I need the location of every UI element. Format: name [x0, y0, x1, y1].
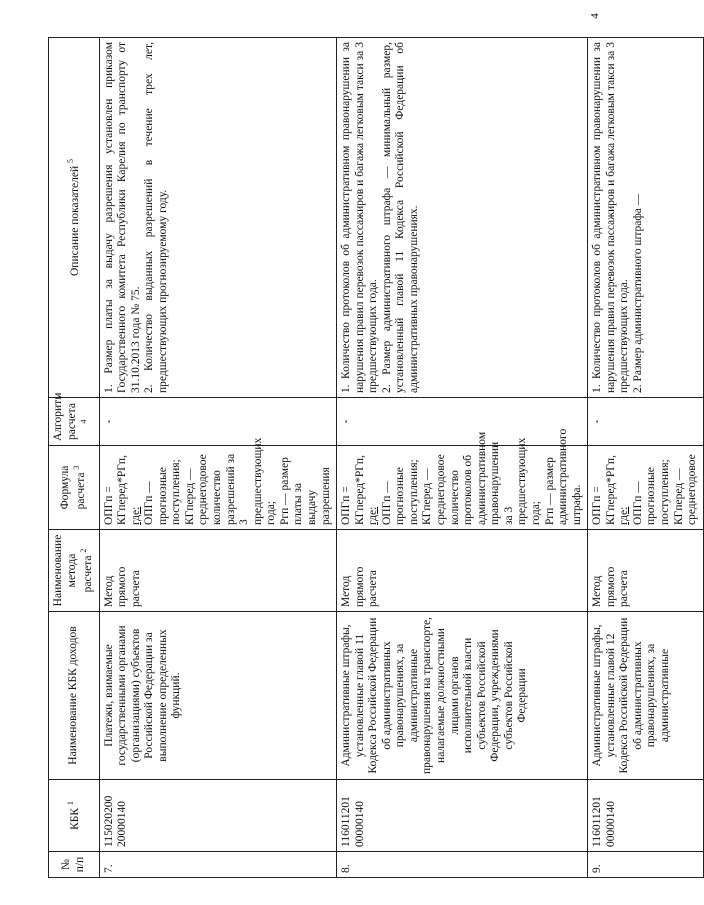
table-header-row	[49, 38, 100, 878]
formula-line: ОПГп = КГперед*РГп,	[591, 455, 617, 525]
cell-name: Платежи, взимаемые государственными органами (организациями) субъектов Российской Федерации за выполнение определенных функций.	[99, 612, 337, 780]
table-row	[99, 38, 337, 878]
cell-description	[99, 38, 337, 398]
table-row	[588, 38, 704, 878]
description-line: 2. Количество выданных разрешений в течение трех лет, предшествующих прогнозируемому году.	[143, 42, 169, 393]
cell-name: Административные штрафы, установленные главой 11 Кодекса Российской Федерации об административных правонарушениях, за административные правонарушения на транспорте, налагаемые должностными лицами органов исполнительной власти субъектов Российской Федерации, учреждениями субъектов Российской Федерации	[337, 612, 588, 780]
header-name: Наименование КБК доходов	[49, 612, 100, 780]
formula-line: Ргп — размер платы за выдачу разрешения	[278, 457, 332, 525]
formula-line: КГперед — среднегодовое количество разрешений за 3 предшествующих года;	[183, 437, 278, 525]
cell-algorithm: -	[588, 398, 704, 446]
cell-method: Метод прямого расчета	[99, 530, 337, 612]
cell-formula	[337, 428, 588, 530]
cell-number: 7.	[99, 852, 337, 878]
formula-line: КГперед — среднегодовое	[672, 454, 699, 525]
header-algorithm: Алгоритм расчета $^4$	[49, 398, 100, 446]
formula-line: ОПГп = КГперед*РГп,	[102, 455, 129, 525]
cell-method: Метод прямого расчета	[337, 530, 588, 612]
cell-algorithm: -	[99, 398, 337, 446]
header-number: № п/п	[49, 852, 100, 878]
formula-line: Ргп — размер административного штрафа.	[543, 428, 583, 525]
header-description: Описание показателей $^5$	[49, 38, 100, 398]
cell-kbk: 115020200 20000140	[99, 780, 337, 852]
cell-formula	[588, 446, 704, 530]
revenue-methods-table	[48, 37, 704, 878]
formula-line: где:	[129, 506, 142, 525]
description-line: 2. Размер административного штрафа —	[631, 193, 644, 393]
cell-formula	[99, 437, 337, 530]
cell-kbk: 116011201 00000140	[588, 780, 704, 852]
cell-description	[588, 38, 704, 398]
formula-line: где:	[367, 506, 380, 525]
page-number: 4	[589, 13, 601, 19]
description-line: 1. Количество протоколов об административном правонарушении за нарушения правил перевозок пассажиров и багажа легковым такси за 3 предшествующих года.	[591, 42, 631, 393]
description-line: 2. Размер административного штрафа — минимальный размер, установленный главой 11 Кодекса Российской Федерации об административных правонарушениях.	[380, 42, 420, 393]
cell-number: 8.	[337, 852, 588, 878]
cell-description	[337, 38, 588, 398]
formula-line: ОПГп — прогнозные поступления;	[380, 459, 420, 525]
document-page	[48, 38, 699, 878]
cell-name: Административные штрафы, установленные главой 12 Кодекса Российской Федерации об административных правонарушениях, за административные	[588, 612, 704, 780]
formula-line: ОПГп = КГперед*РГп,	[340, 455, 366, 525]
header-kbk: КБК $^1$	[49, 780, 100, 852]
cell-kbk: 116011201 00000140	[337, 780, 588, 852]
description-line: 1. Размер платы за выдачу разрешения установлен приказом Государственного комитета Республики Карелия по транспорту от 31.10.2013 года № 75.	[102, 42, 142, 393]
table-row	[337, 38, 588, 878]
formula-line: ОПГп — прогнозные поступления;	[143, 459, 183, 525]
header-method: Наименование метода расчета $^2$	[49, 530, 100, 612]
cell-number: 9.	[588, 852, 704, 878]
cell-method: Метод прямого расчета	[588, 530, 704, 612]
cell-algorithm: -	[337, 398, 588, 446]
formula-line: КГперед — среднегодовое количество протоколов об административном правонарушении за 3 предшествующих года;	[421, 431, 542, 525]
formula-line: где:	[618, 506, 631, 525]
description-line: 1. Количество протоколов об административном правонарушении за нарушения правил перевозок пассажиров и багажа легковым такси за 3 предшествующих года.	[340, 42, 380, 393]
header-formula: Формула расчета $^3$	[49, 446, 100, 530]
formula-line: ОПГп — прогнозные поступления;	[631, 459, 672, 525]
